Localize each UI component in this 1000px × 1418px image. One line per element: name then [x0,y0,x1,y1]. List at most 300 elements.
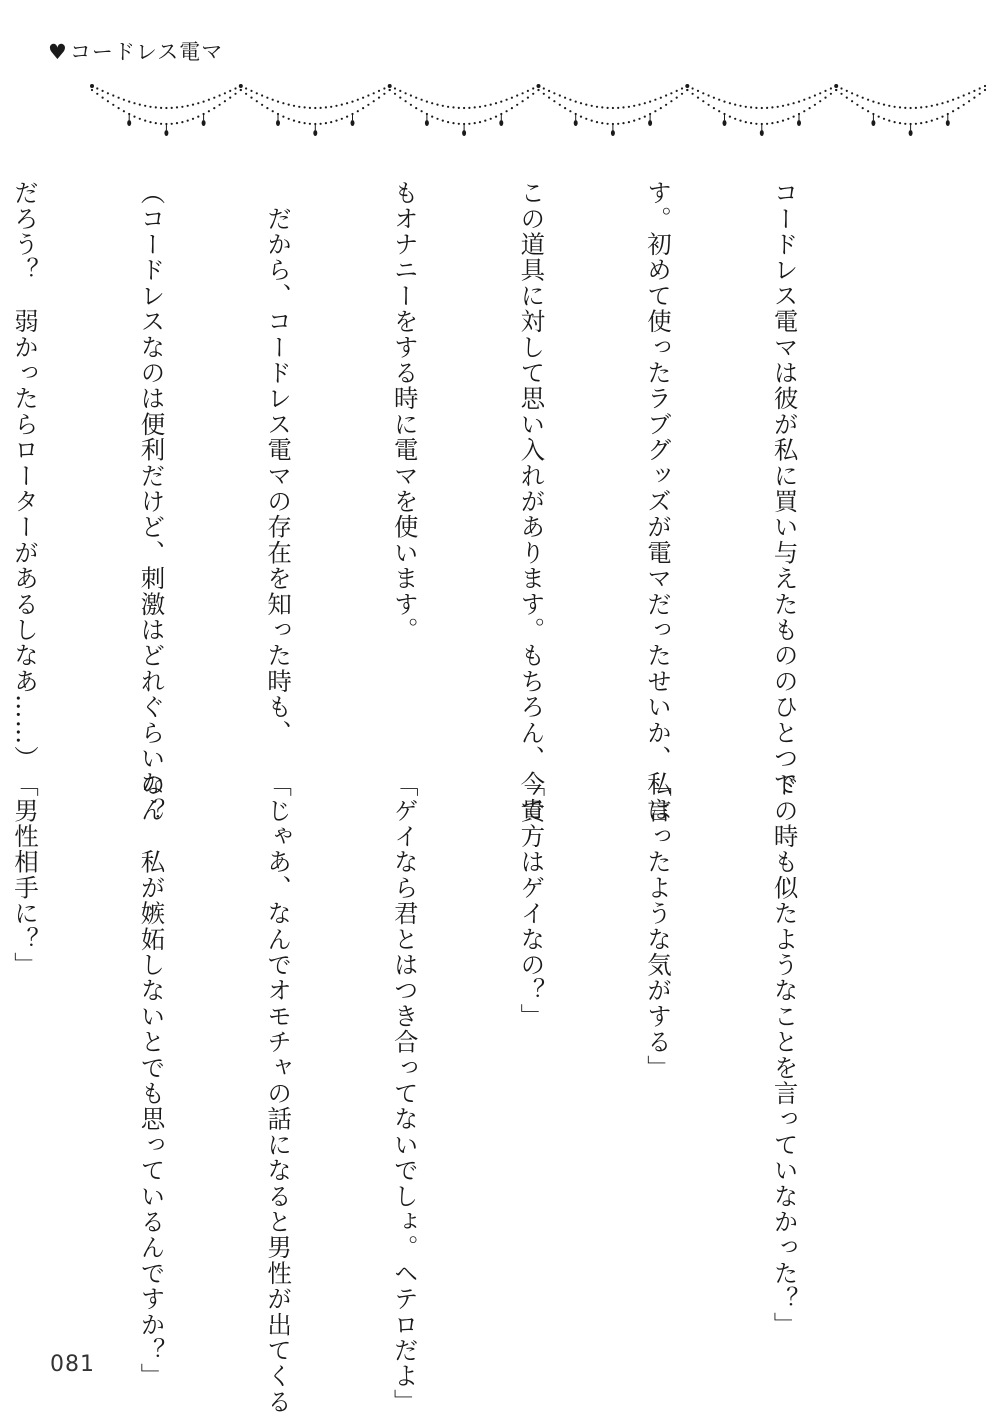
garland-dot [920,106,922,108]
garland-dot [213,107,215,109]
garland-dot [809,107,811,109]
garland-drop-bead [574,120,578,126]
garland-dot [644,102,646,104]
garland-dot [500,101,502,103]
garland-dot [155,122,157,124]
garland-dot [713,107,715,109]
garland-dot [963,104,965,106]
garland-dot [931,105,933,107]
garland-dot [883,104,885,106]
garland-drop-bead [946,120,950,126]
garland-dot [112,104,114,106]
garland-dot [181,106,183,108]
garland-dot [187,105,189,107]
garland-knot [537,84,541,88]
garland-dot [596,121,598,123]
garland-dot [272,110,274,112]
garland-dot [288,118,290,120]
garland-dot [490,118,492,120]
garland-drop-bead [648,120,652,126]
garland-dot [947,101,949,103]
garland-dot [952,110,954,112]
garland-dot [511,107,513,109]
garland-dot [490,104,492,106]
garland-dot [622,106,624,108]
garland-drop-bead [276,120,280,126]
garland-dot [383,87,385,89]
garland-dot [702,100,704,102]
garland-dot [840,87,842,89]
garland-dot [761,107,763,109]
garland-dot [367,104,369,106]
garland-drop-bead [611,130,615,136]
garland-dot [320,107,322,109]
garland-dot [362,97,364,99]
garland-dot [203,101,205,103]
garland-dot [601,106,603,108]
garland-dot [963,94,965,96]
garland-dot [777,106,779,108]
garland-dot [713,97,715,99]
garland-dot [511,97,513,99]
garland-dot [304,106,306,108]
garland-dot [883,118,885,120]
garland-dot [548,90,550,92]
garland-dot [309,107,311,109]
garland-dot [421,99,423,101]
garland-dot [638,104,640,106]
garland-dot [495,102,497,104]
garland-dot [256,100,258,102]
garland-dot [320,123,322,125]
garland-dot [830,93,832,95]
garland-dot [410,104,412,106]
garland-dot [314,107,316,109]
garland-dot [649,101,651,103]
garland-dot [325,106,327,108]
garland-knot [834,84,838,88]
garland-dot [936,104,938,106]
garland-dot [979,93,981,95]
text-line: この道具に対して思い入れがあります。もちろん、今で [517,180,547,823]
garland-dot [102,90,104,92]
garland-dot [904,123,906,125]
garland-dot [118,107,120,109]
garland-dot [840,93,842,95]
garland-dot [846,97,848,99]
garland-dot [925,106,927,108]
garland-dot [160,107,162,109]
garland-dot [447,106,449,108]
garland-dot [670,92,672,94]
garland-dot [527,97,529,99]
garland-knot [239,84,243,88]
body-text-upper [0,180,890,823]
garland-dot [160,123,162,125]
garland-dot [383,93,385,95]
text-line: コードレス電マは彼が私に買い与えたもののひとつで [770,180,800,797]
chapter-header [48,36,223,66]
garland-dot [633,120,635,122]
garland-dot [580,116,582,118]
garland-dot [261,94,263,96]
garland-dot [123,99,125,101]
page-number: 081 [50,1352,95,1377]
garland-drop-bead [313,130,317,136]
garland-dot [718,110,720,112]
garland-dot [532,93,534,95]
garland-dot [782,105,784,107]
garland-dot [187,120,189,122]
garland-dot [399,97,401,99]
garland-dot [293,120,295,122]
garland-dot [234,93,236,95]
garland-dot [468,123,470,125]
garland-dot [862,97,864,99]
garland-dot [293,105,295,107]
garland-dot [739,120,741,122]
garland-dot [442,105,444,107]
garland-dot [245,87,247,89]
garland-dot [133,102,135,104]
garland-dot [894,121,896,123]
garland-dot [739,105,741,107]
garland-dot [607,123,609,125]
garland-dot [553,92,555,94]
text-line: の？ 私が嫉妬しないとでも思っているんですか？」 [137,772,167,1389]
garland-dot [660,97,662,99]
garland-dot [729,102,731,104]
garland-dot [351,101,353,103]
garland-dot [431,102,433,104]
garland-dot [777,121,779,123]
garland-dot [474,122,476,124]
garland-dot [373,100,375,102]
garland-dot [580,102,582,104]
garland-dot [973,90,975,92]
garland-dot [341,118,343,120]
garland-knot [90,84,94,88]
garland-dot [782,120,784,122]
garland-dot [591,120,593,122]
garland-dot [654,110,656,112]
garland-dot [750,122,752,124]
garland-dot [569,110,571,112]
garland-dot [824,90,826,92]
garland-dot [745,106,747,108]
garland-dot [723,101,725,103]
garland-dot [957,97,959,99]
garland-dot [309,123,311,125]
garland-dot [787,104,789,106]
garland-dot [421,110,423,112]
garland-dot [133,116,135,118]
garland-dot [245,93,247,95]
decorative-garland [0,78,1000,138]
garland-dot [468,107,470,109]
garland-dot [405,92,407,94]
chapter-title: コードレス電マ [69,40,224,64]
garland-dot [771,106,773,108]
garland-dot [920,122,922,124]
garland-dot [362,107,364,109]
garland-dot [495,116,497,118]
garland-dot [771,122,773,124]
text-line: 「じゃあ、なんでオモチャの話になると男性が出てくる [264,772,294,1415]
garland-dot [288,104,290,106]
garland-dot [904,107,906,109]
garland-dot [681,93,683,95]
garland-dot [676,90,678,92]
garland-dot [750,106,752,108]
garland-dot [128,101,130,103]
garland-dot [814,94,816,96]
garland-dot [585,118,587,120]
garland-dot [298,106,300,108]
garland-dot [564,107,566,109]
garland-dot [888,120,890,122]
garland-dot [213,97,215,99]
text-line: 「貴方はゲイなの？」 [517,772,547,1029]
text-line: 「言ったような気がする」 [643,772,673,1081]
garland-dot [139,104,141,106]
garland-dot [968,92,970,94]
garland-dot [941,116,943,118]
garland-dot [458,123,460,125]
text-line: もオナニーをする時に電マを使います。 [390,180,420,643]
garland-drop-bead [909,130,913,136]
garland-dot [697,97,699,99]
garland-dot [862,107,864,109]
garland-dot [708,104,710,106]
garland-dot [240,89,242,91]
garland-dot [915,107,917,109]
garland-dot [910,107,912,109]
garland-dot [208,99,210,101]
heart-icon: ♥ [48,40,68,64]
garland-dot [894,106,896,108]
garland-dot [171,123,173,125]
garland-dot [197,116,199,118]
garland-dot [229,90,231,92]
garland-dot [484,120,486,122]
garland-dot [96,87,98,89]
garland-dot [867,110,869,112]
garland-dot [564,97,566,99]
garland-dot [192,118,194,120]
garland-dot [665,104,667,106]
garland-dot [878,102,880,104]
garland-dot [176,122,178,124]
garland-dot [553,100,555,102]
garland-dot [856,94,858,96]
garland-dot [426,101,428,103]
garland-dot [149,121,151,123]
garland-dot [617,123,619,125]
garland-dot [654,99,656,101]
garland-dot [399,90,401,92]
garland-dot [607,107,609,109]
garland-dot [373,92,375,94]
garland-dot [697,90,699,92]
garland-dot [644,116,646,118]
garland-dot [256,92,258,94]
garland-dot [447,121,449,123]
garland-dot [596,106,598,108]
garland-dot [224,100,226,102]
garland-dot [144,105,146,107]
garland-drop-bead [499,120,503,126]
garland-dot [234,87,236,89]
garland-dot [436,118,438,120]
garland-dot [665,94,667,96]
garland-dot [431,116,433,118]
garland-drop-bead [164,130,168,136]
garland-dot [144,120,146,122]
garland-dot [229,97,231,99]
garland-drop-bead [723,120,727,126]
garland-dot [612,107,614,109]
garland-dot [224,92,226,94]
garland-knot [388,84,392,88]
garland-dot [527,90,529,92]
garland-dot [298,121,300,123]
garland-drop-bead [797,120,801,126]
garland-dot [415,97,417,99]
garland-drop-bead [462,130,466,136]
garland-dot [559,104,561,106]
garland-dot [394,93,396,95]
garland-dot [617,107,619,109]
garland-dot [809,97,811,99]
garland-dot [936,118,938,120]
garland-dot [181,121,183,123]
garland-drop-bead [871,120,875,126]
garland-dot [405,100,407,102]
garland-dot [575,101,577,103]
garland-dot [415,107,417,109]
garland-dot [846,90,848,92]
garland-dot [692,93,694,95]
garland-dot [192,104,194,106]
garland-drop-bead [127,120,131,126]
garland-dot [272,99,274,101]
garland-dot [941,102,943,104]
garland-dot [118,97,120,99]
garland-dot [474,106,476,108]
garland-dot [208,110,210,112]
garland-drop-bead [202,120,206,126]
garland-dot [522,92,524,94]
garland-dot [692,87,694,89]
garland-dot [304,122,306,124]
garland-dot [628,121,630,123]
garland-dot [410,94,412,96]
garland-dot [197,102,199,104]
garland-dot [543,87,545,89]
garland-drop-bead [351,120,355,126]
garland-dot [622,122,624,124]
garland-dot [367,94,369,96]
garland-dot [628,106,630,108]
garland-dot [506,110,508,112]
garland-dot [814,104,816,106]
garland-dot [282,116,284,118]
garland-dot [915,123,917,125]
garland-dot [734,118,736,120]
garland-dot [708,94,710,96]
garland-dot [824,97,826,99]
garland-dot [219,104,221,106]
garland-dot [394,87,396,89]
garland-dot [330,106,332,108]
text-line: 「ゲイなら君とはつき合ってないでしょ。ヘテロだよ」 [390,772,420,1415]
garland-dot [819,100,821,102]
garland-dot [266,97,268,99]
garland-dot [250,90,252,92]
garland-dot [91,89,93,91]
text-line: ドの時も似たようなことを言っていなかった？」 [770,772,800,1338]
garland-dot [973,97,975,99]
garland-dot [463,107,465,109]
garland-dot [835,89,837,91]
garland-dot [931,120,933,122]
garland-dot [335,105,337,107]
garland-dot [548,97,550,99]
garland-dot [633,105,635,107]
garland-dot [107,100,109,102]
garland-dot [984,89,986,91]
garland-dot [638,118,640,120]
garland-dot [979,87,981,89]
garland-dot [766,123,768,125]
garland-dot [681,87,683,89]
garland-dot [484,105,486,107]
garland-dot [452,106,454,108]
garland-dot [899,122,901,124]
garland-dot [277,101,279,103]
garland-dot [766,107,768,109]
garland-dot [102,97,104,99]
garland-dot [282,102,284,104]
garland-dot [601,122,603,124]
garland-dot [803,99,805,101]
garland-dot [330,121,332,123]
garland-dot [112,94,114,96]
garland-dot [107,92,109,94]
garland-dot [899,106,901,108]
garland-dot [171,107,173,109]
garland-dot [734,104,736,106]
garland-dot [261,104,263,106]
garland-knot [685,84,689,88]
garland-dot [389,89,391,91]
garland-dot [660,107,662,109]
garland-dot [957,107,959,109]
garland-dot [378,90,380,92]
garland-dot [830,87,832,89]
garland-dot [378,97,380,99]
garland-dot [165,107,167,109]
garland-dot [867,99,869,101]
garland-dot [878,116,880,118]
garland-drop-bead [425,120,429,126]
garland-dot [357,99,359,101]
garland-dot [442,120,444,122]
garland-dot [458,107,460,109]
garland-dot [139,118,141,120]
garland-dot [149,106,151,108]
